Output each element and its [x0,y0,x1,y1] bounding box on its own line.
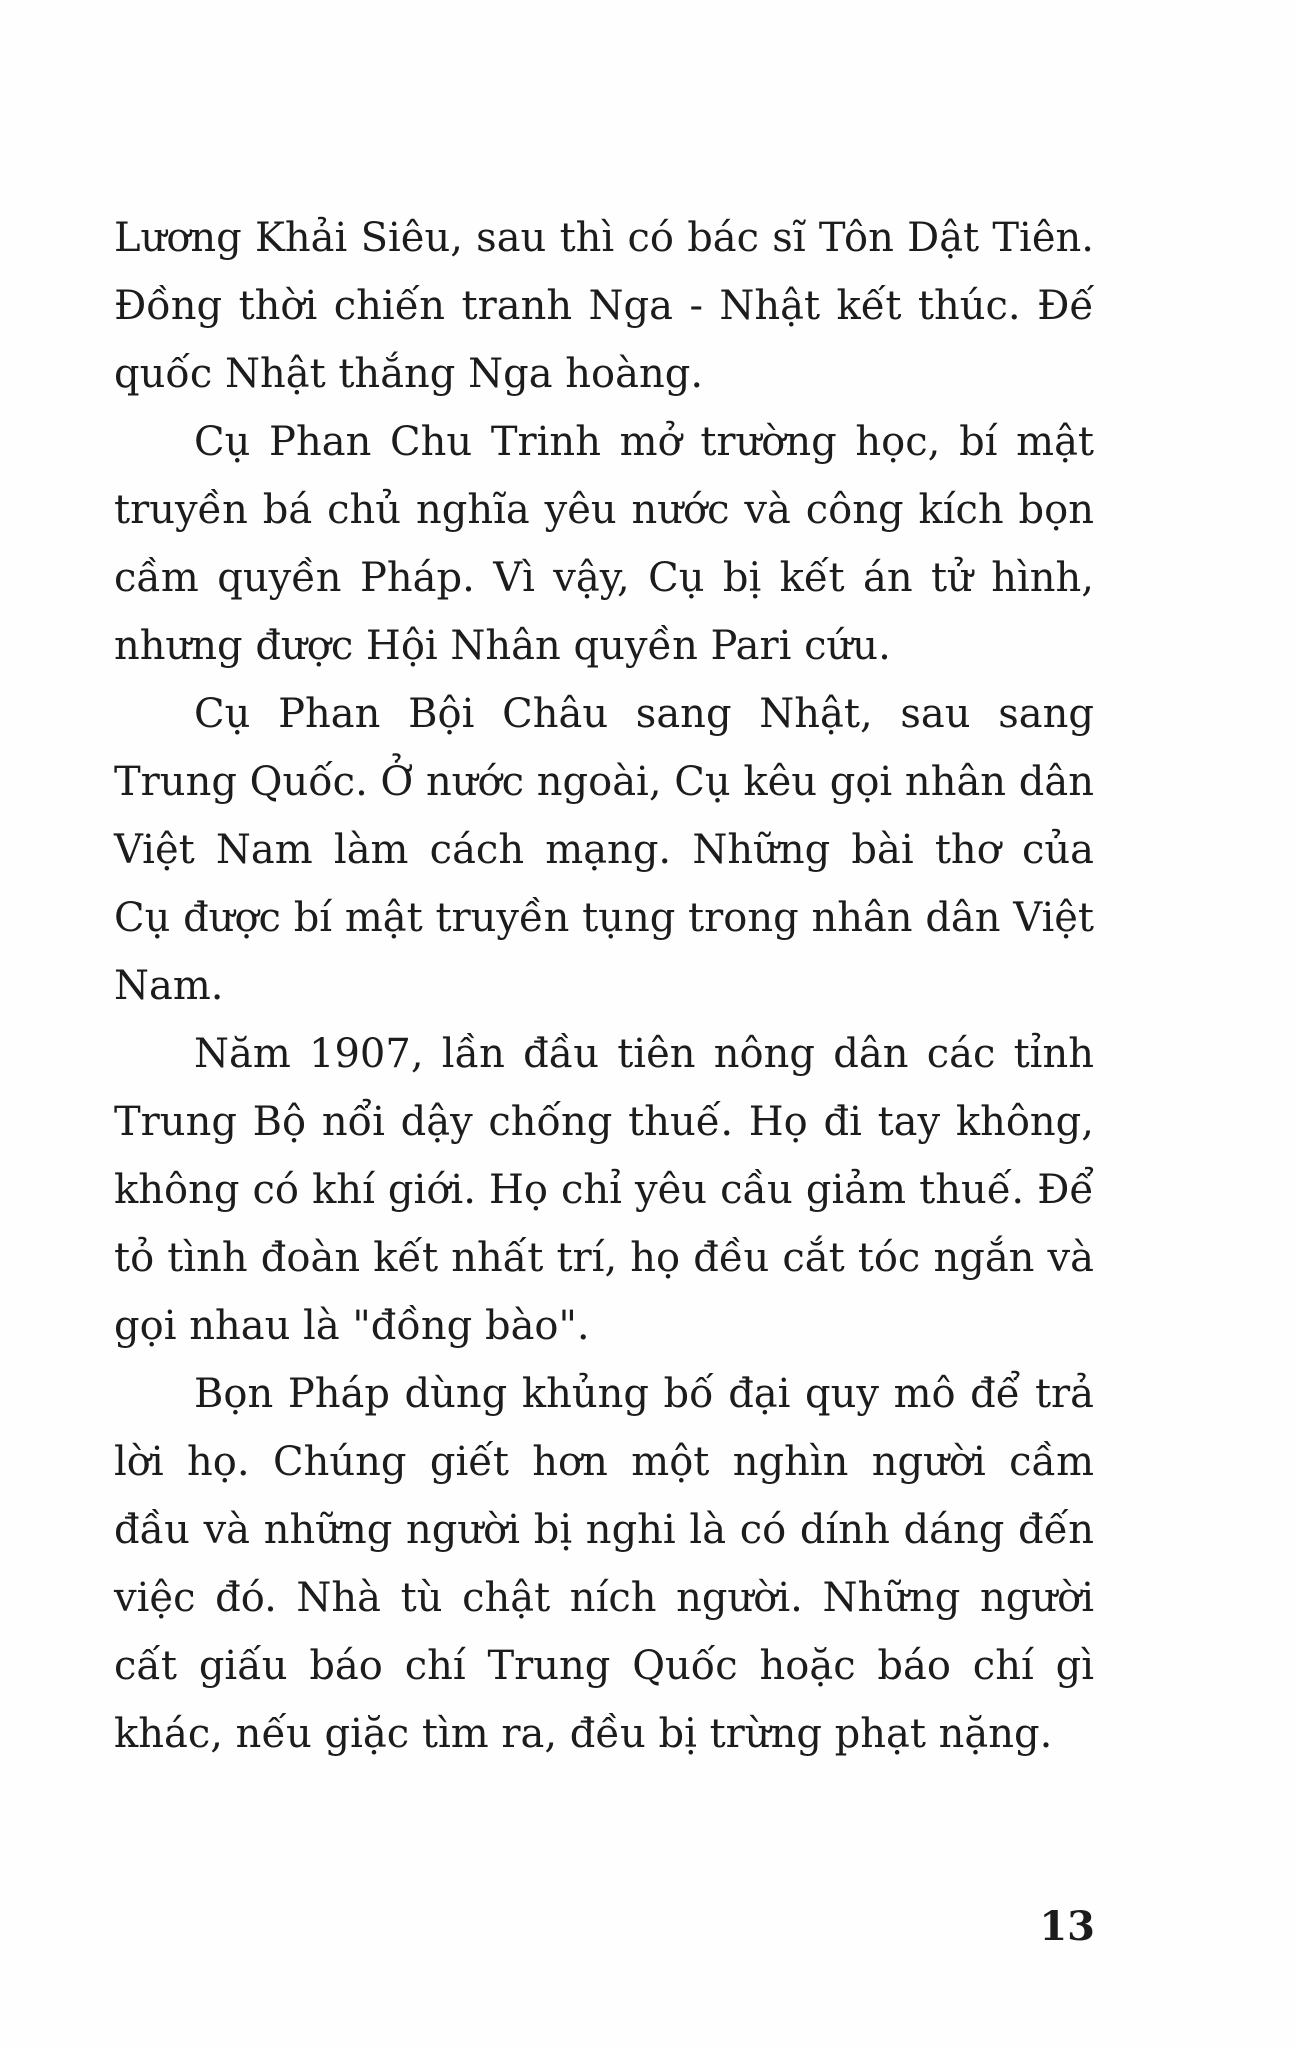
page-number: 13 [1039,1903,1095,1950]
paragraph-2: Cụ Phan Chu Trinh mở trường học, bí mật truyền bá chủ nghĩa yêu nước và công kích bọn cầm quyền Pháp. Vì vậy, Cụ bị kết án tử hình, nhưng được Hội Nhân quyền Pari cứu. [114,419,1094,669]
paragraph-3: Cụ Phan Bội Châu sang Nhật, sau sang Trung Quốc. Ở nước ngoài, Cụ kêu gọi nhân dân Việt Nam làm cách mạng. Những bài thơ của Cụ được bí mật truyền tụng trong nhân dân Việt Nam. [114,691,1094,1009]
paragraph-1: Lương Khải Siêu, sau thì có bác sĩ Tôn Dật Tiên. Đồng thời chiến tranh Nga - Nhật kết thúc. Đế quốc Nhật thắng Nga hoàng. [114,215,1094,397]
paragraph-5: Bọn Pháp dùng khủng bố đại quy mô để trả lời họ. Chúng giết hơn một nghìn người cầm đầu và những người bị nghi là có dính dáng đến việc đó. Nhà tù chật ních người. Những người cất giấu báo chí Trung Quốc hoặc báo chí gì khác, nếu giặc tìm ra, đều bị trừng phạt nặng. [114,1371,1094,1757]
body-text [114,204,1094,1768]
paragraph-4: Năm 1907, lần đầu tiên nông dân các tỉnh Trung Bộ nổi dậy chống thuế. Họ đi tay không, không có khí giới. Họ chỉ yêu cầu giảm thuế. Để tỏ tình đoàn kết nhất trí, họ đều cắt tóc ngắn và gọi nhau là "đồng bào". [114,1031,1094,1349]
